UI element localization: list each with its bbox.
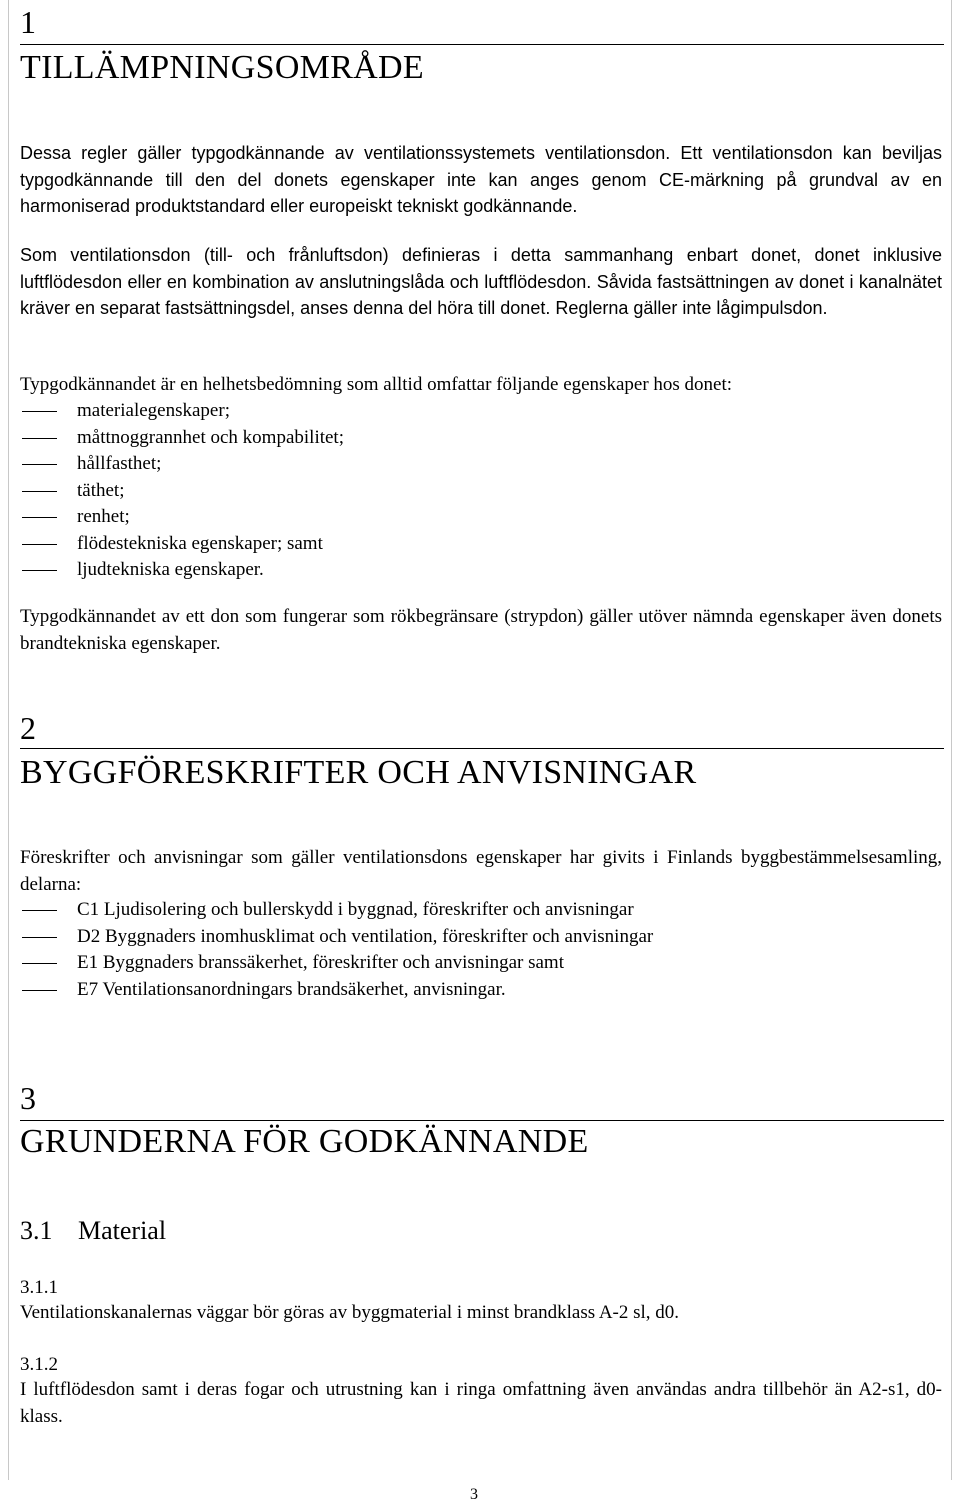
section-1-paragraph-2: Som ventilationsdon (till- och frånluftsdon) definieras i detta sammanhang enbart donet, donet inklusive luftflödesdon eller en kombination av anslutningslåda och luftflödesdon. Såvida fastsättningen av donet i kanalnätet kräver en separat fastsättningsdel, anses denna del höra till donet. Reglerna gäller inte lågimpulsdon. — [20, 245, 942, 318]
page-number: 3 — [470, 1486, 478, 1503]
list-item: ljudtekniska egenskaper. — [20, 557, 942, 584]
dash-icon — [22, 544, 57, 545]
dash-icon — [22, 990, 57, 991]
page-edge-right — [951, 0, 952, 1480]
section-2-rule — [20, 748, 944, 749]
dash-icon — [22, 937, 57, 938]
dash-icon — [22, 438, 57, 439]
page-edge-left — [8, 0, 9, 1480]
item-text-3-1-2: I luftflödesdon samt i deras fogar och utrustning kan i ringa omfattning även användas andra tillbehör än A2-s1, d0-klass. — [20, 1379, 942, 1427]
section-3-title: GRUNDERNA FÖR GODKÄNNANDE — [20, 1123, 589, 1160]
list-item: D2 Byggnaders inomhusklimat och ventilation, föreskrifter och anvisningar — [20, 924, 942, 951]
dash-icon — [22, 464, 57, 465]
section-1-paragraph-1: Dessa regler gäller typgodkännande av ventilationssystemets ventilationsdon. Ett ventilationsdon kan beviljas typgodkännande till den del donets egenskaper inte kan anges genom CE-märkning på grundval av en harmoniserad produktstandard eller europeiskt tekniskt godkännande. — [20, 143, 942, 216]
list-item: materialegenskaper; — [20, 398, 942, 425]
section-1-title: TILLÄMPNINGSOMRÅDE — [20, 49, 424, 86]
list-item: C1 Ljudisolering och bullerskydd i byggnad, föreskrifter och anvisningar — [20, 897, 942, 924]
dash-icon — [22, 411, 57, 412]
section-1-paragraph-3: Typgodkännandet är en helhetsbedömning som alltid omfattar följande egenskaper hos donet: — [20, 374, 733, 395]
item-number-3-1-2: 3.1.2 — [20, 1354, 58, 1375]
list-item: hållfasthet; — [20, 451, 942, 478]
list-item: täthet; — [20, 478, 942, 505]
list-item: E1 Byggnaders branssäkerhet, föreskrifter och anvisningar samt — [20, 950, 942, 977]
subsection-number: 3.1 — [20, 1216, 53, 1245]
dash-icon — [22, 570, 57, 571]
dash-icon — [22, 517, 57, 518]
section-2-title: BYGGFÖRESKRIFTER OCH ANVISNINGAR — [20, 754, 697, 791]
section-3-rule — [20, 1120, 944, 1121]
section-3-number: 3 — [20, 1080, 36, 1116]
subsection-title: Material — [78, 1216, 167, 1245]
section-1-property-list — [20, 398, 942, 584]
section-2-regulation-list — [20, 897, 942, 1003]
list-item: E7 Ventilationsanordningars brandsäkerhet, anvisningar. — [20, 977, 942, 1004]
list-item: flödestekniska egenskaper; samt — [20, 531, 942, 558]
section-1-number: 1 — [20, 4, 36, 40]
item-number-3-1-1: 3.1.1 — [20, 1277, 58, 1298]
section-1-rule — [20, 44, 944, 45]
item-text-3-1-1: Ventilationskanalernas väggar bör göras av byggmaterial i minst brandklass A-2 sl, d0. — [20, 1302, 680, 1323]
dash-icon — [22, 910, 57, 911]
list-item: renhet; — [20, 504, 942, 531]
section-2-intro: Föreskrifter och anvisningar som gäller ventilationsdons egenskaper har givits i Finlands byggbestämmelsesamling, delarna: — [20, 847, 942, 895]
dash-icon — [22, 491, 57, 492]
list-item: måttnoggrannhet och kompabilitet; — [20, 425, 942, 452]
section-1-closing: Typgodkännandet av ett don som fungerar som rökbegränsare (strypdon) gäller utöver nämnda egenskaper även donets brandtekniska egenskaper. — [20, 606, 942, 654]
dash-icon — [22, 963, 57, 964]
section-2-number: 2 — [20, 710, 36, 746]
